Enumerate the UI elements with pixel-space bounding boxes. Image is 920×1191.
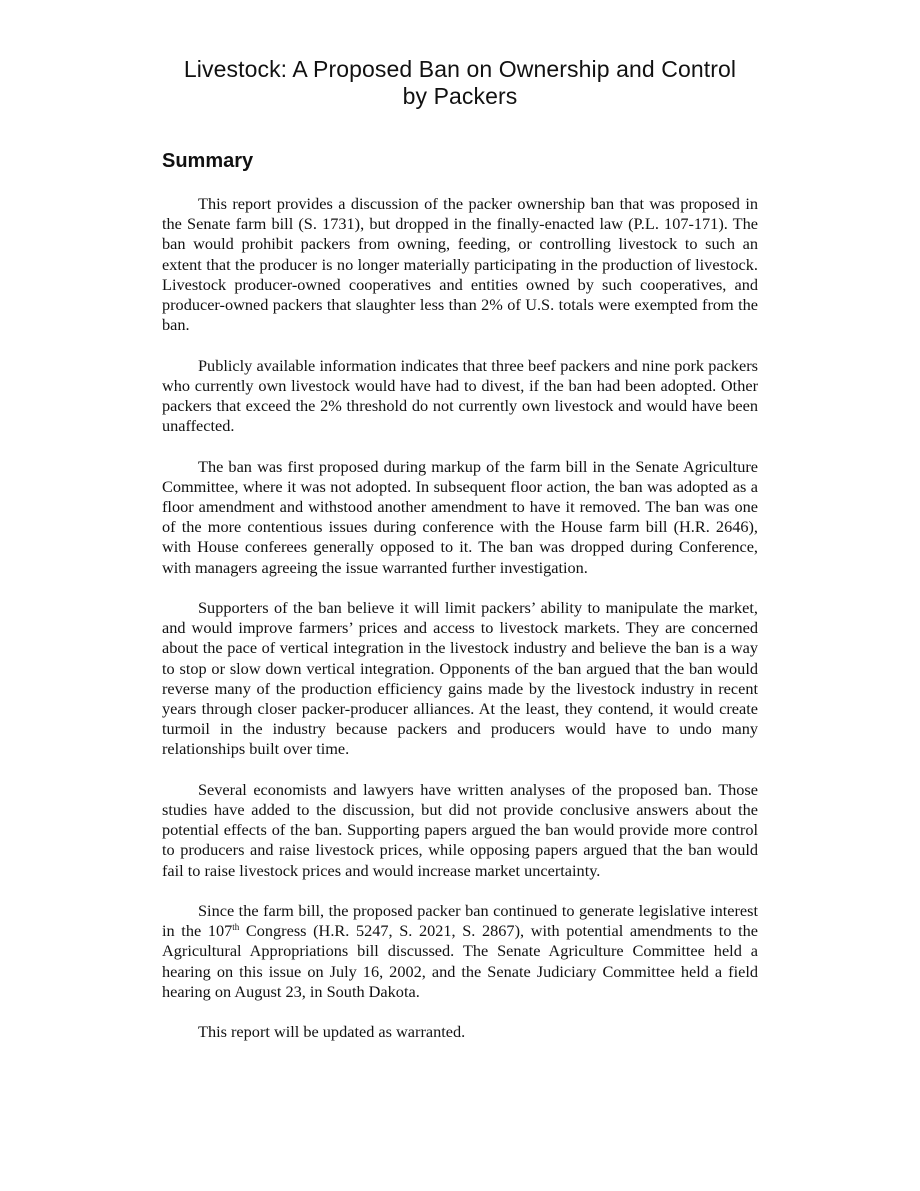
document-title-line-1: Livestock: A Proposed Ban on Ownership and Control	[183, 56, 737, 82]
document-title	[162, 56, 758, 110]
summary-paragraph-6	[162, 901, 758, 1002]
paragraph-6-text-end: Congress (H.R. 5247, S. 2021, S. 2867), with potential amendments to the Agricultural Appropriations bill discussed. The Senate Agriculture Committee held a hearing on this issue on July 16, 2002, and the Senate Judiciary Committee held a field hearing on August 23, in South Dakota.	[162, 921, 758, 1001]
summary-paragraph-4: Supporters of the ban believe it will limit packers’ ability to manipulate the market, and would improve farmers’ prices and access to livestock markets. They are concerned about the pace of vertical integration in the livestock industry and believe the ban is a way to stop or slow down vertical integration. Opponents of the ban argued that the ban would reverse many of the production efficiency gains made by the livestock industry in recent years through closer packer-producer alliances. At the least, they contend, it would create turmoil in the industry because packers and producers would have to undo many relationships built over time.	[162, 598, 758, 759]
summary-heading: Summary	[162, 150, 254, 172]
document-page	[162, 56, 758, 1042]
paragraph-6-text-start: Since the farm bill, the proposed packer ban continued to generate legislative interest in the 107	[162, 901, 758, 941]
summary-paragraph-3: The ban was first proposed during markup of the farm bill in the Senate Agriculture Committee, where it was not adopted. In subsequent floor action, the ban was adopted as a floor amendment and withstood another amendment to have it removed. The ban was one of the more contentious issues during conference with the House farm bill (H.R. 2646), with House conferees generally opposed to it. The ban was dropped during Conference, with managers agreeing the issue warranted further investigation.	[162, 456, 758, 577]
document-title-line-2: by Packers	[402, 83, 518, 109]
summary-paragraph-7: This report will be updated as warranted.	[198, 1022, 466, 1042]
summary-paragraph-1: This report provides a discussion of the packer ownership ban that was proposed in the Senate farm bill (S. 1731), but dropped in the finally-enacted law (P.L. 107-171). The ban would prohibit packers from owning, feeding, or controlling livestock to such an extent that the producer is no longer materially participating in the production of livestock. Livestock producer-owned cooperatives and entities owned by such cooperatives, and producer-owned packers that slaughter less than 2% of U.S. totals were exempted from the ban.	[162, 194, 758, 335]
summary-paragraph-5: Several economists and lawyers have written analyses of the proposed ban. Those studies have added to the discussion, but did not provide conclusive answers about the potential effects of the ban. Supporting papers argued the ban would provide more control to producers and raise livestock prices, while opposing papers argued that the ban would fail to raise livestock prices and would increase market uncertainty.	[162, 779, 758, 880]
summary-paragraph-2: Publicly available information indicates that three beef packers and nine pork packers who currently own livestock would have had to divest, if the ban had been adopted. Other packers that exceed the 2% threshold do not currently own livestock and would have been unaffected.	[162, 355, 758, 436]
ordinal-superscript: th	[232, 922, 240, 933]
